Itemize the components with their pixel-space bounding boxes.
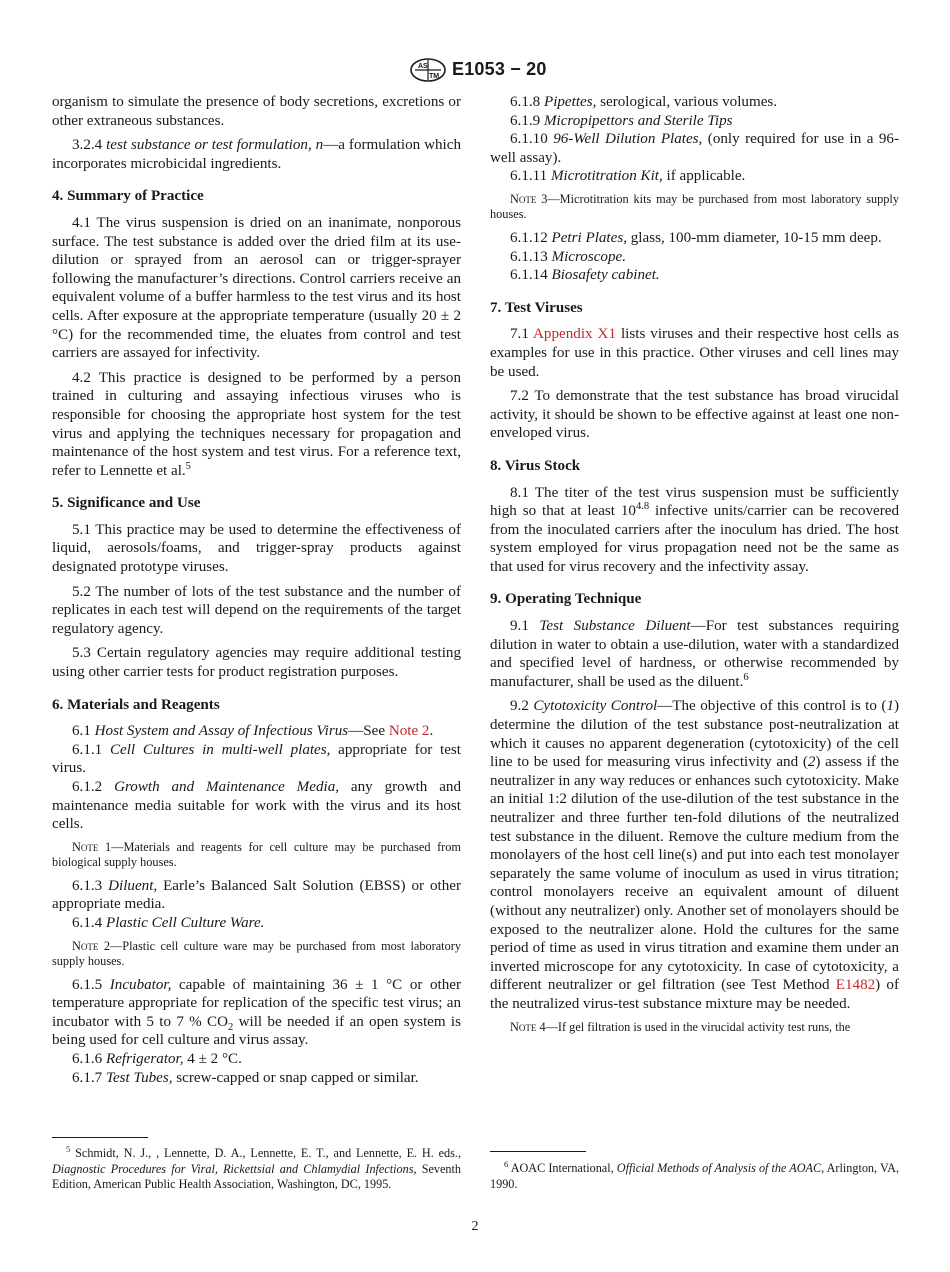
paragraph-4-2: 4.2 This practice is designed to be performed by a person trained in culturing and assaying infectious viruses who is responsible for choosing the appropriate host system for the test virus and applying the techniques necessary for propagation and maintenance of the host system and test virus. For a reference text, refer to Lennette et al.$^5$ xyxy=(52,369,461,479)
svg-text:TM: TM xyxy=(429,73,440,80)
e1482-link[interactable]: E1482 xyxy=(835,977,876,994)
paragraph-6-1-3: 6.1.3 Diluent, Earle’s Balanced Salt Solution (EBSS) or other appropriate media. xyxy=(52,877,461,913)
page-number: 2 xyxy=(471,1219,479,1234)
paragraph-3-2-4: 3.2.4 test substance or test formulation, n—a formulation which incorporates microbicidal ingredients. xyxy=(52,137,461,172)
page-header xyxy=(0,58,950,84)
paragraph-6-1-2: 6.1.2 Growth and Maintenance Media, any growth and maintenance media suitable for work with the virus and its host cells. xyxy=(52,779,461,833)
paragraph-6-1-8: 6.1.8 Pipettes, serological, various volumes. xyxy=(510,94,778,110)
paragraph-6-1-5: 6.1.5 Incubator, capable of maintaining 36 ± 1 °C or other temperature appropriate for replication of the specific test virus; an incubator with 5 to 7 % $CO_2$ will be needed if an open system is being used for cell culture and virus assay. xyxy=(52,976,461,1049)
note-3: Note 3—Microtitration kits may be purchased from most laboratory supply houses. xyxy=(490,191,899,222)
footnote-6: $^6$ AOAC International, Official Methods of Analysis of the AOAC, Arlington, VA, 1990. xyxy=(490,1158,900,1191)
paragraph-6-1-1: 6.1.1 Cell Cultures in multi-well plates, appropriate for test virus. xyxy=(52,741,461,777)
section-heading-4: 4. Summary of Practice xyxy=(52,188,204,205)
note-2-link[interactable]: Note 2 xyxy=(388,723,430,740)
note-2: Note 2—Plastic cell culture ware may be purchased from most laboratory supply houses. xyxy=(52,938,461,969)
paragraph-5-1: 5.1 This practice may be used to determine the effectiveness of liquid, aerosols/foams, and trigger-spray products against designated prototype viruses. xyxy=(52,521,461,576)
left-column xyxy=(52,93,461,1087)
section-heading-9: 9. Operating Technique xyxy=(490,591,642,608)
document-designation: E1053 − 20 xyxy=(452,59,547,79)
paragraph-intro-continued: organism to simulate the presence of body secretions, excretions or other extraneous substances. xyxy=(52,94,461,129)
astm-logo-icon xyxy=(410,58,446,82)
paragraph-6-1-7: 6.1.7 Test Tubes, screw-capped or snap capped or similar. xyxy=(72,1069,419,1086)
paragraph-6-1-13: 6.1.13 Microscope. xyxy=(510,248,626,265)
paragraph-6-1-4: 6.1.4 Plastic Cell Culture Ware. xyxy=(72,914,265,931)
svg-text:AS: AS xyxy=(418,63,428,70)
paragraph-4-1: 4.1 The virus suspension is dried on an inanimate, nonporous surface. The test substance is added over the dried film at its use-dilution or sprayed from an aerosol can or trigger-sprayer following the manufacturer’s directions. Control carriers receive an equivalent volume of a buffer harmless to the test virus and its host cells. After exposure at the appropriate temperature (usually 20 ± 2 °C) for the recommended time, the eluates from control and test carriers are assayed for infectivity. xyxy=(52,214,461,362)
paragraph-5-3: 5.3 Certain regulatory agencies may require additional testing using other carrier tests for product registration purposes. xyxy=(52,645,461,681)
section-heading-5: 5. Significance and Use xyxy=(52,495,201,512)
paragraph-6-1-14: 6.1.14 Biosafety cabinet. xyxy=(510,267,660,284)
section-heading-8: 8. Virus Stock xyxy=(490,457,581,474)
paragraph-6-1-12: 6.1.12 Petri Plates, glass, 100-mm diameter, 10-15 mm deep. xyxy=(510,229,882,246)
appendix-x1-link[interactable]: Appendix X1 xyxy=(533,326,616,343)
paragraph-6-1-10: 6.1.10 96-Well Dilution Plates, (only required for use in a 96-well assay). xyxy=(490,131,899,166)
note-4: Note 4—If gel filtration is used in the virucidal activity test runs, the xyxy=(510,1019,851,1034)
footnote-rule-left xyxy=(52,1137,148,1138)
paragraph-6-1-9: 6.1.9 Micropipettors and Sterile Tips xyxy=(510,112,733,129)
footnote-5: $^5$ Schmidt, N. J., , Lennette, D. A., Lennette, E. T., and Lennette, E. H. eds., Diagnostic Procedures for Viral, Rickettsial and Chlamydial Infections, Seventh Edition, American Public Health Association, Washington, DC, 1995. xyxy=(52,1143,461,1192)
paragraph-6-1: 6.1 Host System and Assay of Infectious Virus—See Note 2. xyxy=(72,723,434,740)
paragraph-8-1: 8.1 The titer of the test virus suspension must be sufficiently high so that at least $10^{4.8}$ infective units/carrier can be recovered from the inoculated carriers after the inoculum has dried. The host system employed for virus propagation need not be the same as that used for virus recovery and the infectivity assay. xyxy=(490,484,899,575)
section-heading-6: 6. Materials and Reagents xyxy=(52,696,220,713)
paragraph-7-2: 7.2 To demonstrate that the test substance has broad virucidal activity, it should be shown to be effective against at least one non-enveloped virus. xyxy=(490,388,899,442)
paragraph-5-2: 5.2 The number of lots of the test substance and the number of replicates in each test will depend on the requirements of the target regulatory agency. xyxy=(52,583,461,637)
right-column xyxy=(490,93,899,1041)
paragraph-6-1-11: 6.1.11 Microtitration Kit, if applicable. xyxy=(510,168,746,185)
paragraph-6-1-6: 6.1.6 Refrigerator, 4 ± 2 °C. xyxy=(72,1050,242,1067)
note-1: Note 1—Materials and reagents for cell culture may be purchased from biological supply houses. xyxy=(52,839,461,870)
footnote-rule-right xyxy=(490,1151,586,1152)
paragraph-9-2: 9.2 Cytotoxicity Control—The objective of this control is to (1) determine the dilution of the test substance post-neutralization at which it causes no apparent degeneration (cytotoxicity) of the cell line to be used for measuring virus infectivity and (2) assess if the neutralizer in any way reduces or enhances such cytotoxicity. Make an initial 1:2 dilution of the use-dilution of the test substance in the neutralizer and three further ten-fold dilutions of the neutralized test substance in the diluent. Remove the culture medium from the monolayers of the host cell line(s) and put into each test monolayer separately the same volume of inoculum as used in virus titration; control monolayers receive an equivalent amount of diluent (without any neutralizer) only. Another set of monolayers should be exposed to the neutralizer alone. Hold the cultures for the same period of time as used in virus titration and examine them under an inverted microscope for any cytotoxicity. In case of cytotoxicity, a different neutralizer or gel filtration (see Test Method E1482) of the neutralized virus-test substance mixture may be needed. xyxy=(490,698,900,1012)
section-heading-7: 7. Test Viruses xyxy=(490,299,583,316)
paragraph-7-1: 7.1 Appendix X1 lists viruses and their respective host cells as examples for use in this practice. Other viruses and cell lines may be used. xyxy=(490,326,900,380)
paragraph-9-1: 9.1 Test Substance Diluent—For test substances requiring dilution in water to obtain a use-dilution, water with a standardized and specified level of hardness, or otherwise recommended by manufacturer, shall be used as the diluent.$^6$ xyxy=(490,618,900,690)
